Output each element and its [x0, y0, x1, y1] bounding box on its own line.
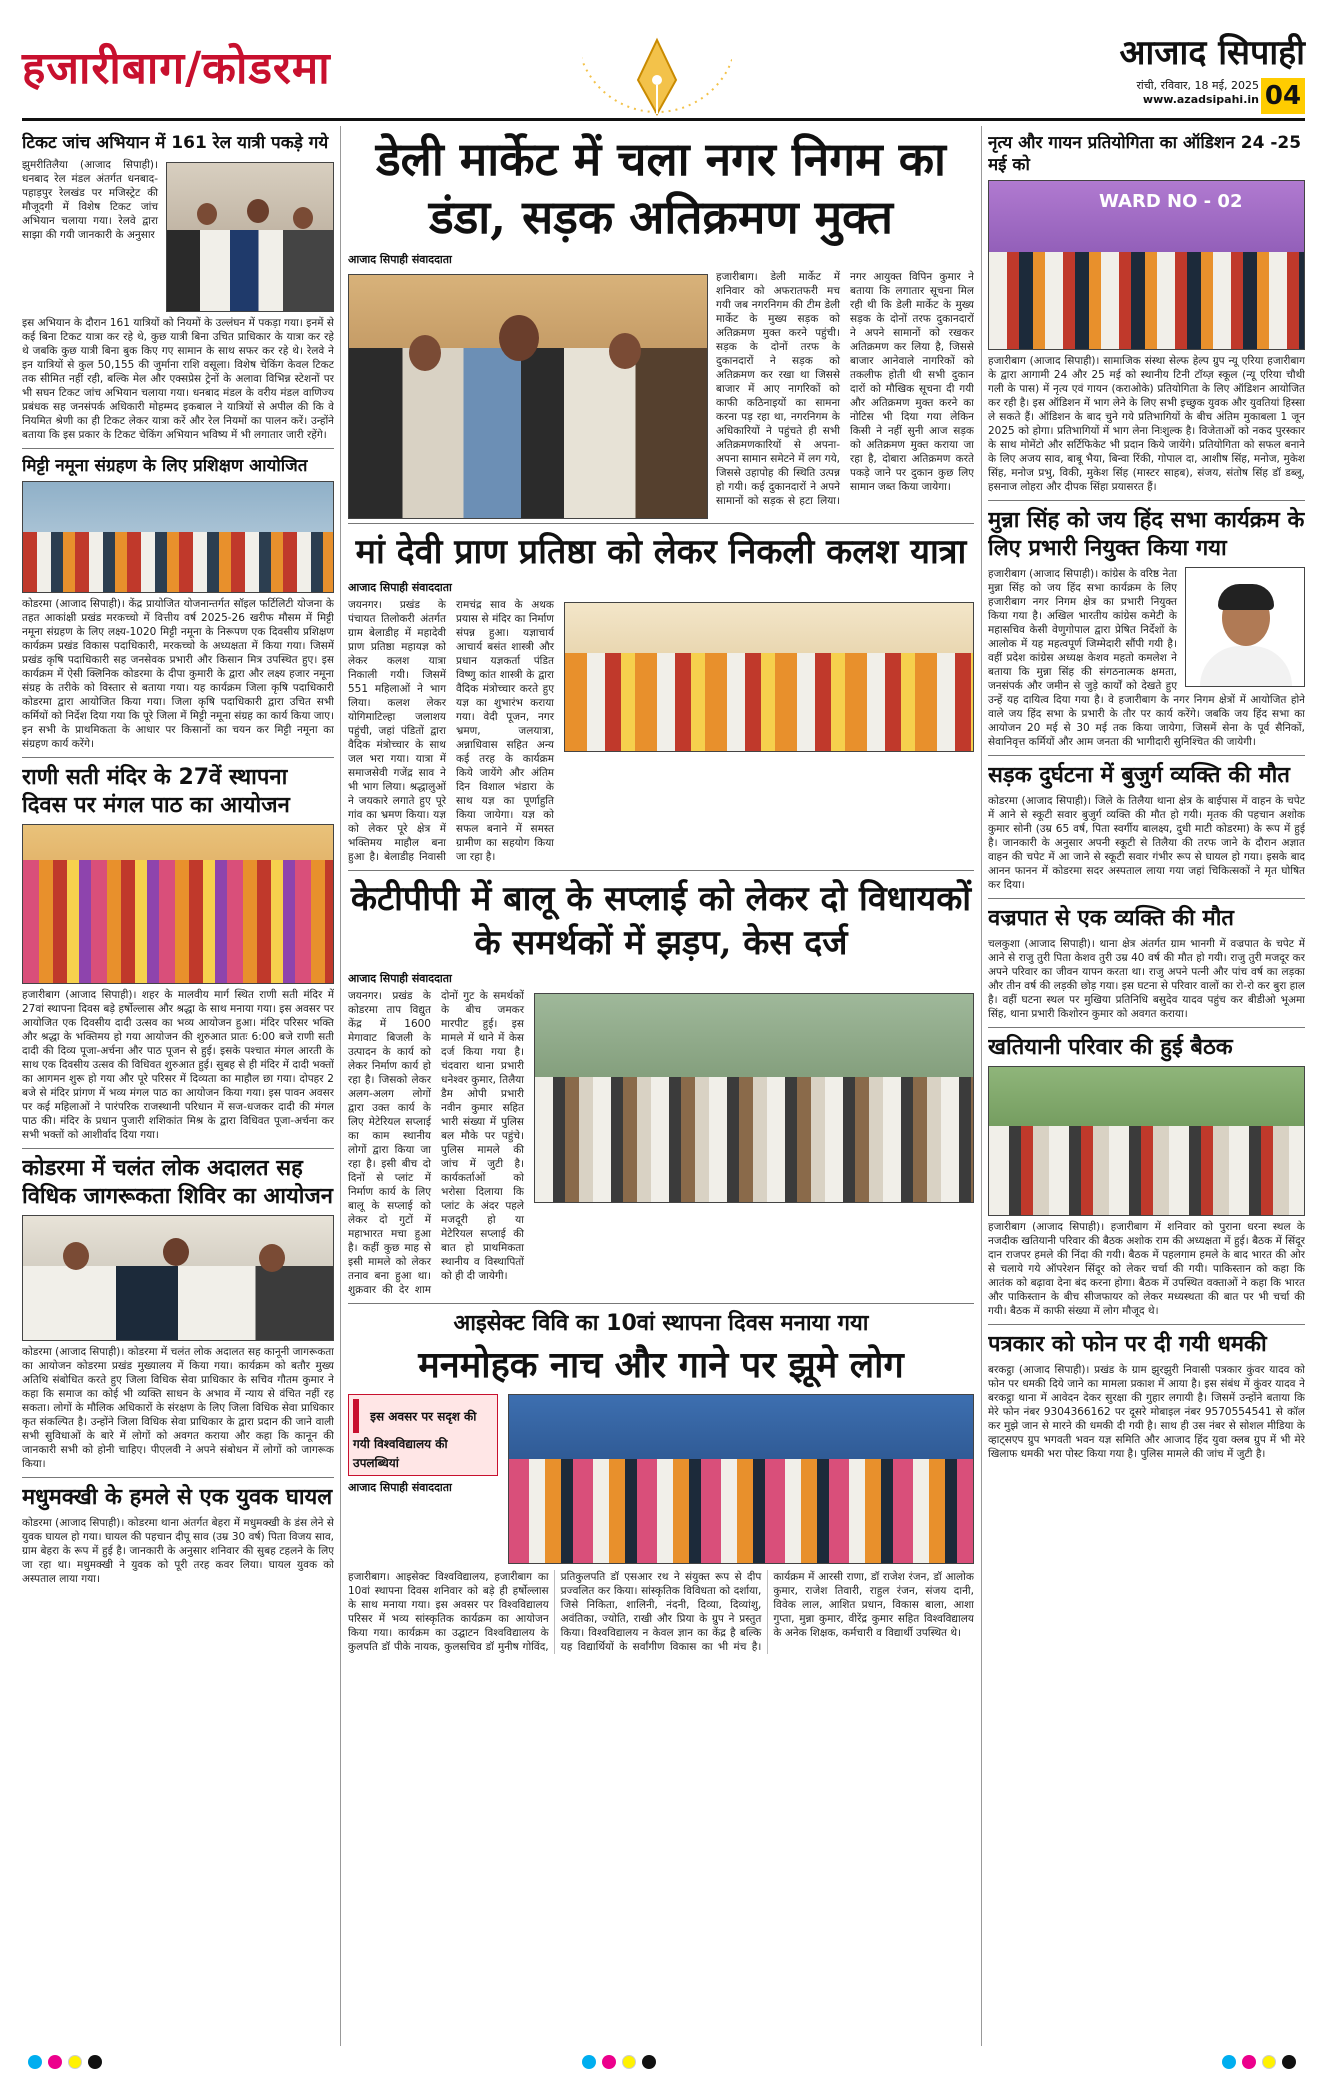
article-headline: राणी सती मंदिर के 27वें स्थापना दिवस पर मंगल पाठ का आयोजन	[22, 765, 290, 818]
photo-encroachment-drive	[348, 274, 708, 519]
article-separator	[22, 1148, 334, 1149]
registration-dot-icon	[1282, 2055, 1296, 2069]
photo-mangal-path	[22, 824, 334, 984]
article-journalist-threat	[988, 1331, 1305, 1461]
right-column	[988, 126, 1305, 2046]
masthead	[22, 22, 1305, 126]
article-headline: खतियानी परिवार की हुई बैठक	[988, 1035, 1233, 1060]
article-ticket-check	[22, 132, 334, 442]
audition-banner-text: WARD NO - 02	[1099, 191, 1243, 212]
article-body: जयनगर। प्रखंड के पंचायत तिलोकरी अंतर्गत ग्राम बेलाडीह में महादेवी प्राण प्रतिष्ठा महायज्ञ को लेकर कलश यात्रा निकाली गयी। जिसमें 551 महिलाओं ने भाग लिया। कलश लेकर योगिमाटिल्हा जलाशय पहुंची, जहां पंडितों द्वारा वैदिक मंत्रोच्चार के साथ जल भरा गया। यात्रा में समाजसेवी गजेंद्र साव ने भी भाग लिया। श्रद्धालुओं ने जयकारे लगाते हुए पूरे गांव का भ्रमण किया। यज्ञ को लेकर पूरे क्षेत्र में भक्तिमय माहौल बना हुआ है। बेलाडीह निवासी रामचंद्र साव के अथक प्रयास से मंदिर का निर्माण संपन्न हुआ। यज्ञाचार्य आचार्य बसंत शास्त्री और प्रधान यज्ञकर्ता पंडित विष्णु कांत शास्त्री के द्वारा वैदिक मंत्रोच्चार करते हुए यज्ञ का शुभारंभ कराया गया। वेदी पूजन, नगर भ्रमण, जलयात्रा, अन्नाधिवास सहित अन्य कई तरह के कार्यक्रम किये जायेंगे और अंतिम दिन विशाल भंडारा के साथ यज्ञ का पूर्णाहुति किया जायेगा। यज्ञ को सफल बनाने में समस्त ग्रामीण का सहयोग किया जा रहा है।	[348, 599, 554, 863]
left-column	[22, 126, 334, 2046]
issue-date: रांची, रविवार, 18 मई, 2025	[1136, 79, 1259, 92]
article-headline: मिट्टी नमूना संग्रहण के लिए प्रशिक्षण आयोजित	[22, 456, 308, 476]
article-body: कोडरमा (आजाद सिपाही)। केंद्र प्रायोजित योजनान्तर्गत सॉइल फर्टिलिटी योजना के तहत आकांक्षी प्रखंड मरकच्चो में वित्तीय वर्ष 2025-26 खरीफ मौसम में मिट्टी नमूना संग्रहण के लिए लक्ष्य-1020 मिट्टी नमूना के निरूपण एक दिवसीय प्रशिक्षण कार्यक्रम प्रखंड विकास पदाधिकारी, मरकच्चो के अध्यक्षता में किया गया। जिसमें प्रखंड कृषि पदाधिकारी सह जनसेवक प्रभारी और किसान मित्र उपस्थित हुए। इस कार्यक्रम में ऐसी क्लिनिक कोडरमा के दीपा कुमारी के द्वारा और लक्ष्य हजार नमूना संग्रह के तरीके को विस्तार से बताया गया। यह कार्यक्रम जिला कृषि पदाधिकारी कोडरमा द्वारा आयोजित किया गया। जिला कृषि पदाधिकारी द्वारा उचित सभी कर्मियों को निर्देश दिया गया कि पूरे जिला में मिट्टी नमूना संग्रह का कार्य किया जाए। इन सभी के प्राथमिकता के आधार पर किसानों का चयन कर मिट्टी नमूना का संग्रहण कार्य करेंगे।	[22, 598, 334, 750]
article-body: चलकुशा (आजाद सिपाही)। थाना क्षेत्र अंतर्गत ग्राम भानगी में वज्रपात के चपेट में आने से राजु तुरी पिता केशव तुरी उम्र 40 वर्ष की मौत हो गयी। राजु तुरी मजदूर कर अपने परिवार का जीवन यापन करता था। राजु अपने पत्नी और पांच वर्ष का लड़का और तीन वर्ष की लड़की छोड़ गया। इस घटना से परिवार वालों का रो-रो कर बुरा हाल है। वहीं घटना स्थल पर मुखिया प्रतिनिधि बसुदेव यादव पहुंच कर बीडीओ भूअमा सिंह, थाना प्रभारी किशोरन कुमार को अवगत कराया।	[988, 938, 1305, 1020]
article-headline: मुन्ना सिंह को जय हिंद सभा कार्यक्रम के लिए प्रभारी नियुक्त किया गया	[988, 508, 1305, 561]
article-lightning-death	[988, 905, 1305, 1021]
article-separator	[22, 1477, 334, 1478]
article-separator	[988, 1324, 1305, 1325]
lead-headline: डेली मार्केट में चला नगर निगम का डंडा, सड़क अतिक्रमण मुक्त	[376, 132, 946, 244]
registration-dot-icon	[602, 2055, 616, 2069]
article-body: बरकट्ठा (आजाद सिपाही)। प्रखंड के ग्राम झुरझुरी निवासी पत्रकार कुंवर यादव को फोन पर धमकी दिये जाने का मामला प्रकाश में आया है। इस संबंध में कुंवर यादव ने बरकट्ठा थाना में आवेदन देकर सुरक्षा की गुहार लगायी है। जिसमें उन्होंने बताया कि मेरे फोन नंबर 9304366162 पर दूसरे मोबाइल नंबर 9570554541 से कॉल कर मुझे जान से मारने की धमकी दी गयी है। साथ ही उस नंबर से सोशल मीडिया के व्हाट्सएप ग्रुप भगवती भवन यज्ञ समिति और आजाद हिंद युवा क्लब ग्रुप में भी मेरे खिलाफ धमकी भरा पोस्ट किया गया है। पुलिस मामले की जांच में जुटी है।	[988, 1364, 1305, 1460]
article-byline: आजाद सिपाही संवाददाता	[348, 972, 452, 985]
article-kalash-yatra	[348, 530, 974, 864]
article-body: कोडरमा (आजाद सिपाही)। जिले के तिलैया थाना क्षेत्र के बाईपास में वाहन के चपेट में आने से स्कूटी सवार बुजुर्ग व्यक्ति की मौत हो गयी। मृतक की पहचान अशोक कुमार सोनी (उम्र 65 वर्ष, पिता स्वर्गीय बालक्ष्य, दुधी माटी कोडरमा) के रूप में हुई है। जानकारी के अनुसार अपनी स्कूटी से तिलैया की तरफ जाने के दौरान अज्ञात वाहन की चपेट में आ जाने से स्कूटी सवार गंभीर रूप से घायल हो गया। इसके बाद आनन फानन में कोडरमा सदर अस्पताल लाया गया जहां चिकित्सकों ने मृत घोषित कर दिया।	[988, 795, 1305, 891]
masthead-rule	[22, 118, 1305, 121]
page-number: 04	[1261, 78, 1305, 114]
photo-railway-check	[166, 162, 334, 312]
article-ktpp-clash	[348, 877, 974, 1297]
photo-kalash-yatra	[564, 602, 974, 752]
article-body: हजारीबाग (आजाद सिपाही)। हजारीबाग में शनिवार को पुराना धरना स्थल के नजदीक खतियानी परिवार की बैठक अशोक राम की अध्यक्षता में हुई। बैठक में सिंदूर दान राजपर हमले की निंदा की गयी। बैठक में पहलगाम हमले के बाद भारत की ओर से चलाये गये ऑपरेशन सिंदूर को लेकर चर्चा की गयी। पाकिस्तान को कहा कि आतंक को बढ़ावा देना बंद करना होगा। बैठक में उपस्थित वक्ताओं ने कहा कि भारत और पाकिस्तान के बीच सीजफायर को लेकर मध्यस्थता की बात पर भी चर्चा की गयी। बैठक में काफी संख्या में लोग मौजूद थे।	[988, 1221, 1305, 1317]
article-separator	[348, 870, 974, 871]
article-body: कोडरमा (आजाद सिपाही)। कोडरमा में चलंत लोक अदालत सह कानूनी जागरूकता का आयोजन कोडरमा प्रखंड मुख्यालय में किया गया। कार्यक्रम को बतौर मुख्य अतिथि संबोधित करते हुए जिला विधिक सेवा प्राधिकार के सचिव गौतम कुमार ने कहा कि समाज का कोई भी व्यक्ति साधन के अभाव में न्याय से वंचित नहीं रह सकता। लोगों के मौलिक अधिकारों के संरक्षण के लिए जिला विधिक सेवा प्राधिकार कृत संकल्पित है। उन्होंने जिला विधिक सेवा प्राधिकार के द्वारा प्रदान की जाने वाली सभी सुविधाओं के बारे में लोगों को अवगत कराया और कहा कि कानून की जानकारी सभी को होनी चाहिए। पीएलवी ने अपने संबोधन में लोगों को जागरूक किया।	[22, 1346, 334, 1470]
registration-dot-icon	[68, 2055, 82, 2069]
photo-khatiyani-meeting	[988, 1066, 1305, 1216]
article-separator	[348, 523, 974, 524]
sidebar-highlight-box	[348, 1394, 498, 1476]
article-body: जयनगर। प्रखंड के कोडरमा ताप विद्युत केंद्र में 1600 मेगावाट बिजली के उत्पादन के कार्य को लेकर निर्माण कार्य हो रहा है। जिसको लेकर अलग-अलग लोगों द्वारा उक्त कार्य के लिए मेटेरियल सप्लाई का काम स्थानीय लोगों द्वारा किया जा रहा है। इसी बीच दो दिनों से प्लांट में निर्माण कार्य के लिए बालू के सप्लाई को लेकर दो गुटों में महाभारत मचा हुआ है। कहीं कुछ माह से इसी मामले को लेकर तनाव बना हुआ था। शुक्रवार की देर शाम दोनों गुट के समर्थकों के बीच जमकर मारपीट हुई। इस मामले में थाने में केस दर्ज किया गया है। चंदवारा थाना प्रभारी धनेश्वर कुमार, तिलैया डैम ओपी प्रभारी नवीन कुमार सहित भारी संख्या में पुलिस बल मौके पर पहुंचे। पुलिस मामले की जांच में जुटी है। कार्यकर्ताओं को भरोसा दिलाया कि प्लांट के अंदर पहले मजदूरी हो या मेटेरियल सप्लाई की बात हो प्राथमिकता स्थानीय व विस्थापितों को ही दी जायेगी।	[348, 990, 524, 1296]
article-headline: पत्रकार को फोन पर दी गयी धमकी	[988, 1332, 1267, 1357]
registration-dot-icon	[1242, 2055, 1256, 2069]
article-separator	[22, 448, 334, 449]
column-divider	[981, 126, 982, 2046]
article-dance-audition	[988, 132, 1305, 494]
photo-ktpp-crowd	[534, 993, 974, 1203]
newspaper-brand: आजाद सिपाही	[1119, 33, 1305, 73]
article-body: हजारीबाग (आजाद सिपाही)। सामाजिक संस्था सेल्फ हेल्प ग्रुप न्यू एरिया हजारीबाग के द्वारा आगामी 24 और 25 मई को स्थानीय टिनी टॉय्ज़ स्कूल (न्यू एरिया चौथी गली के पास) में नृत्य एवं गायन (कराओके) प्रतियोगिता के लिए ऑडिशन आयोजित कर रही है। इस ऑडिशन में भाग लेने के लिए सभी इच्छुक युवक और युवतियां हिस्सा ले सकते हैं। ऑडिशन के बाद चुने गये प्रतिभागियों के बीच अंतिम मुकाबला 1 जून 2025 को होगा। प्रतिभागियों में भाग लेना निःशुल्क है। विजेताओं को नकद पुरस्कार के साथ मोमेंटो और सर्टिफिकेट भी प्रदान किये जायेंगे। प्रतियोगिता को सफल बनाने के लिए अजय साव, बाबू भैया, बिन्वा रिंकी, गोपाल दा, आशीष सिंह, मनोज, मुकेश सिंह, मनोज प्रभु, विकी, मुकेश सिंह (मास्टर साहब), संजय, संतोष सिंह डॉ डब्लू, हसनाज लोहरा और दीपक सिंहा प्रयासरत हैं।	[988, 355, 1305, 493]
sidebar-highlight-text: इस अवसर पर सदृश की गयी विश्वविद्यालय की उपलब्धियां	[353, 1409, 477, 1470]
website-link[interactable]: www.azadsipahi.in	[1142, 93, 1259, 106]
article-lok-adalat	[22, 1155, 334, 1471]
article-headline: कोडरमा में चलंत लोक अदालत सह विधिक जागरूकता शिविर का आयोजन	[22, 1156, 333, 1209]
article-aisect-university	[348, 1310, 974, 1654]
article-separator	[22, 757, 334, 758]
article-body: हजारीबाग (आजाद सिपाही)। शहर के मालवीय मार्ग स्थित राणी सती मंदिर में 27वां स्थापना दिवस बड़े हर्षोल्लास और श्रद्धा के साथ मनाया गया। इस अवसर पर आयोजित एक दिवसीय दादी उत्सव का भव्य आयोजन हुआ। मंदिर परिसर भक्ति और श्रद्धा के भक्तिमय हो गया आयोजन की शुरुआत प्रातः 6:00 बजे राणी सती दादी की दिव्य पूजा-अर्चना और पाठ पूजन से हुई। इसके पश्चात मंगल आरती के साथ एक दिवसीय उत्सव की विधिवत शुरुआत हुई। सुबह से ही मंदिर में दादी भक्तों का आगमन शुरू हो गया और पूरे परिसर में दिव्यता का माहौल छा गया। दोपहर 2 बजे से मंदिर प्रांगण में भव्य मंगल पाठ का आयोजन किया गया। इस पावन अवसर पर कई महिलाओं ने पारंपरिक राजस्थानी परिधान में सज-धजकर दादी की मंगल पाठ की। मंदिर के प्रधान पुजारी शशिकांत मिश्र के द्वारा विधिवत पूजा-अर्चना कर सभी भक्तों को आशीर्वाद दिया गया।	[22, 989, 334, 1141]
photo-soil-training	[22, 481, 334, 593]
article-daily-market	[348, 130, 974, 508]
highlight-bar-icon	[353, 1399, 359, 1433]
article-body: हजारीबाग। डेली मार्केट में शनिवार को अफरातफरी मच गयी जब नगरनिगम की टीम डेली मार्केट के मुख्य सड़क को अतिक्रमण मुक्त करने पहुंची। सड़क के दोनों तरफ के दुकानदारों ने सड़क को अतिक्रमण कर रखा था जिससे बाजार में आए नागरिकों को काफी कठिनाइयों का सामना करना पड़ रहा था, नगरनिगम के अधिकारियों ने पहुंचते ही सभी अतिक्रमणकारियों से अपना-अपना सामान समेटने में लग गये, जिससे उहापोह की स्थिति उत्पन्न हो गयी। कई दुकानदारों ने अपने सामानों को सड़क से हटा लिया। नगर आयुक्त विपिन कुमार ने बताया कि लगातार सूचना मिल रही थी कि डेली मार्केट के मुख्य सड़क के दोनों तरफ दुकानदारों ने अपने सामानों को रखकर अतिक्रमण कर लिया है, जिससे बाजार आनेवाले नागरिकों को तकलीफ होती थी सभी दुकान दारों को मौखिक सूचना दी गयी और अतिक्रमण मुक्त करने का नोटिस भी दिया गया लेकिन किसी ने नहीं सुनी आज सड़क को अतिक्रमण मुक्त कराया जा रहा है, दोबारा अतिक्रमण करते पकड़े जाने पर दुकान कुछ लिए सामान जब्त किया जायेगा।	[716, 271, 974, 507]
article-khatiyani-meeting	[988, 1034, 1305, 1318]
article-munna-singh	[988, 507, 1305, 749]
photo-audition-group	[988, 180, 1305, 350]
article-road-accident	[988, 762, 1305, 892]
article-separator	[988, 1027, 1305, 1028]
photo-lok-adalat	[22, 1215, 334, 1341]
article-body: हजारीबाग। आइसेक्ट विश्वविद्यालय, हजारीबाग का 10वां स्थापना दिवस शनिवार को बड़े ही हर्षोल्लास के साथ मनाया गया। इस अवसर पर विश्वविद्यालय परिसर में भव्य सांस्कृतिक कार्यक्रम का आयोजन किया गया। कार्यक्रम का उद्घाटन विश्वविद्यालय के कुलपति डॉ पीके नायक, कुलसचिव डॉ मुनीष गोविंद, प्रतिकुलपति डॉ एसआर रथ ने संयुक्त रूप से दीप प्रज्वलित कर किया। सांस्कृतिक विविधता को दर्शाया, जिसे निकिता, शालिनी, नंदनी, दिव्या, दिव्यांशु, अवंतिका, ज्योति, राखी और प्रिया के ग्रुप ने प्रस्तुत किया। विश्वविद्यालय न केवल ज्ञान का केंद्र है बल्कि यह विद्यार्थियों के सर्वांगीण विकास का भी मंच है। कार्यक्रम में आरसी राणा, डॉ राजेश रंजन, डॉ आलोक कुमार, राजेश तिवारी, राहुल रंजन, संजय दानी, विवेक लाल, आशित प्रधान, विकास बाला, आशा गुप्ता, मुन्ना कुमार, वीरेंद्र कुमार सहित विश्वविद्यालय के अनेक शिक्षक, कर्मचारी व विद्यार्थी उपस्थित थे।	[348, 1571, 974, 1653]
print-registration-marks	[22, 2052, 1305, 2072]
article-body: हजारीबाग (आजाद सिपाही)। कांग्रेस के वरिष्ठ नेता मुन्ना सिंह को जय हिंद सभा कार्यक्रम के लिए हजारीबाग नगर निगम क्षेत्र का प्रभारी नियुक्त किया गया है। अखिल भारतीय कांग्रेस कमेटी के महासचिव केसी वेणुगोपाल द्वारा प्रेषित निर्देशों के आलोक में यह महत्वपूर्ण जिम्मेदारी सौंपी गयी है। वहीं प्रदेश कांग्रेस अध्यक्ष केशव महतो कमलेश ने बताया कि मुन्ना सिंह की संगठनात्मक क्षमता, जनसंपर्क और जमीन से जुड़े कार्यों को देखते हुए उन्हें यह दायित्व दिया गया है। वे हजारीबाग के नगर निगम क्षेत्रों में आयोजित होने वाले जय हिंद सभा के प्रभारी के तौर पर कार्य करेंगे। जबकि जय हिंद सभा का आयोजन 20 मई से 30 मई तक किया जायेगा, जिसमें सेना के पूर्व सैनिकों, सेवानिवृत्त कर्मियों और आम जनता की भागीदारी सुनिश्चित की जायेगी।	[988, 568, 1305, 748]
article-separator	[988, 500, 1305, 501]
article-headline: केटीपीपी में बालू के सप्लाई को लेकर दो विधायकों के समर्थकों में झड़प, केस दर्ज	[350, 879, 972, 963]
article-headline: मनमोहक नाच और गाने पर झूमे लोग	[418, 1344, 904, 1386]
article-byline: आजाद सिपाही संवाददाता	[348, 1481, 452, 1494]
article-headline: मां देवी प्राण प्रतिष्ठा को लेकर निकली कलश यात्रा	[355, 532, 967, 572]
photo-foundation-day	[508, 1394, 974, 1564]
article-kicker: आइसेक्ट विवि का 10वां स्थापना दिवस मनाया गया	[453, 1311, 869, 1336]
registration-dot-icon	[582, 2055, 596, 2069]
center-column	[348, 126, 974, 2046]
portrait-munna-singh	[1185, 567, 1305, 687]
article-bee-attack	[22, 1484, 334, 1586]
registration-dot-icon	[1262, 2055, 1276, 2069]
registration-dot-icon	[88, 2055, 102, 2069]
registration-dot-icon	[1222, 2055, 1236, 2069]
article-rani-sati	[22, 764, 334, 1142]
article-headline: नृत्य और गायन प्रतियोगिता का ऑडिशन 24 -25 मई को	[988, 133, 1302, 175]
article-soil-training	[22, 455, 334, 751]
article-body: कोडरमा (आजाद सिपाही)। कोडरमा थाना अंतर्गत बेहरा में मधुमक्खी के डंस लेने से युवक घायल हो गया। घायल की पहचान दीपू साव (उम्र 30 वर्ष) पिता विजय साव, ग्राम बेहरा के रूप में हुई है। जानकारी के अनुसार शनिवार की सुबह टहलने के लिए जा रहा था। मधुमक्खी ने युवक को पूरी तरह कवर लिया। घायल युवक को अस्पताल लाया गया।	[22, 1517, 334, 1585]
article-byline: आजाद सिपाही संवाददाता	[348, 581, 452, 594]
article-headline: टिकट जांच अभियान में 161 रेल यात्री पकड़े गये	[22, 133, 329, 153]
article-separator	[348, 1303, 974, 1304]
registration-dot-icon	[622, 2055, 636, 2069]
article-headline: सड़क दुर्घटना में बुजुर्ग व्यक्ति की मौत	[988, 763, 1290, 788]
registration-dot-icon	[48, 2055, 62, 2069]
column-divider	[340, 126, 341, 2046]
article-byline: आजाद सिपाही संवाददाता	[348, 253, 452, 266]
pen-nib-emblem-icon	[582, 22, 732, 122]
registration-dot-icon	[642, 2055, 656, 2069]
registration-dot-icon	[28, 2055, 42, 2069]
article-separator	[988, 898, 1305, 899]
article-headline: मधुमक्खी के हमले से एक युवक घायल	[22, 1485, 333, 1510]
article-headline: वज्रपात से एक व्यक्ति की मौत	[988, 906, 1234, 931]
article-lede: झुमरीतिलैया (आजाद सिपाही)। धनबाद रेल मंडल अंतर्गत धनबाद-पहाड़पुर रेलखंड पर मजिस्ट्रेट की मौजूदगी में विशेष टिकट जांच अभियान चलाया गया। रेलवे द्वारा साझा की गयी जानकारी के अनुसार	[22, 159, 158, 241]
article-body: इस अभियान के दौरान 161 यात्रियों को नियमों के उल्लंघन में पकड़ा गया। इनमें से कई बिना टिकट यात्रा कर रहे थे, कुछ यात्री बिना उचित प्राधिकार के यात्रा कर रहे थे जबकि कुछ यात्री बिना बुक किए गए सामान के साथ सफर कर रहे थे। रेलवे ने इन यात्रियों से कुल 50,155 की जुर्माना राशि वसूला। विशेष चेकिंग केवल टिकट तक सीमित नहीं रही, बल्कि मेल और एक्सप्रेस ट्रेनों के अलावा विभिन्न स्टेशनों पर भी सघन टिकट जांच अभियान चलाया गया। धनबाद मंडल के वरीय मंडल वाणिज्य प्रबंधक सह जनसंपर्क अधिकारी मोहम्मद इकबाल ने यात्रियों से अपील की कि वे नियमित श्रेणी का ही टिकट लेकर यात्रा करें और रेल नियमों का पालन करें। उन्होंने बताया कि इस प्रकार के टिकट चेकिंग अभियान भविष्य में भी लगातार जारी रहेंगे।	[22, 317, 334, 441]
section-title: हजारीबाग/कोडरमा	[22, 43, 331, 94]
article-separator	[988, 755, 1305, 756]
